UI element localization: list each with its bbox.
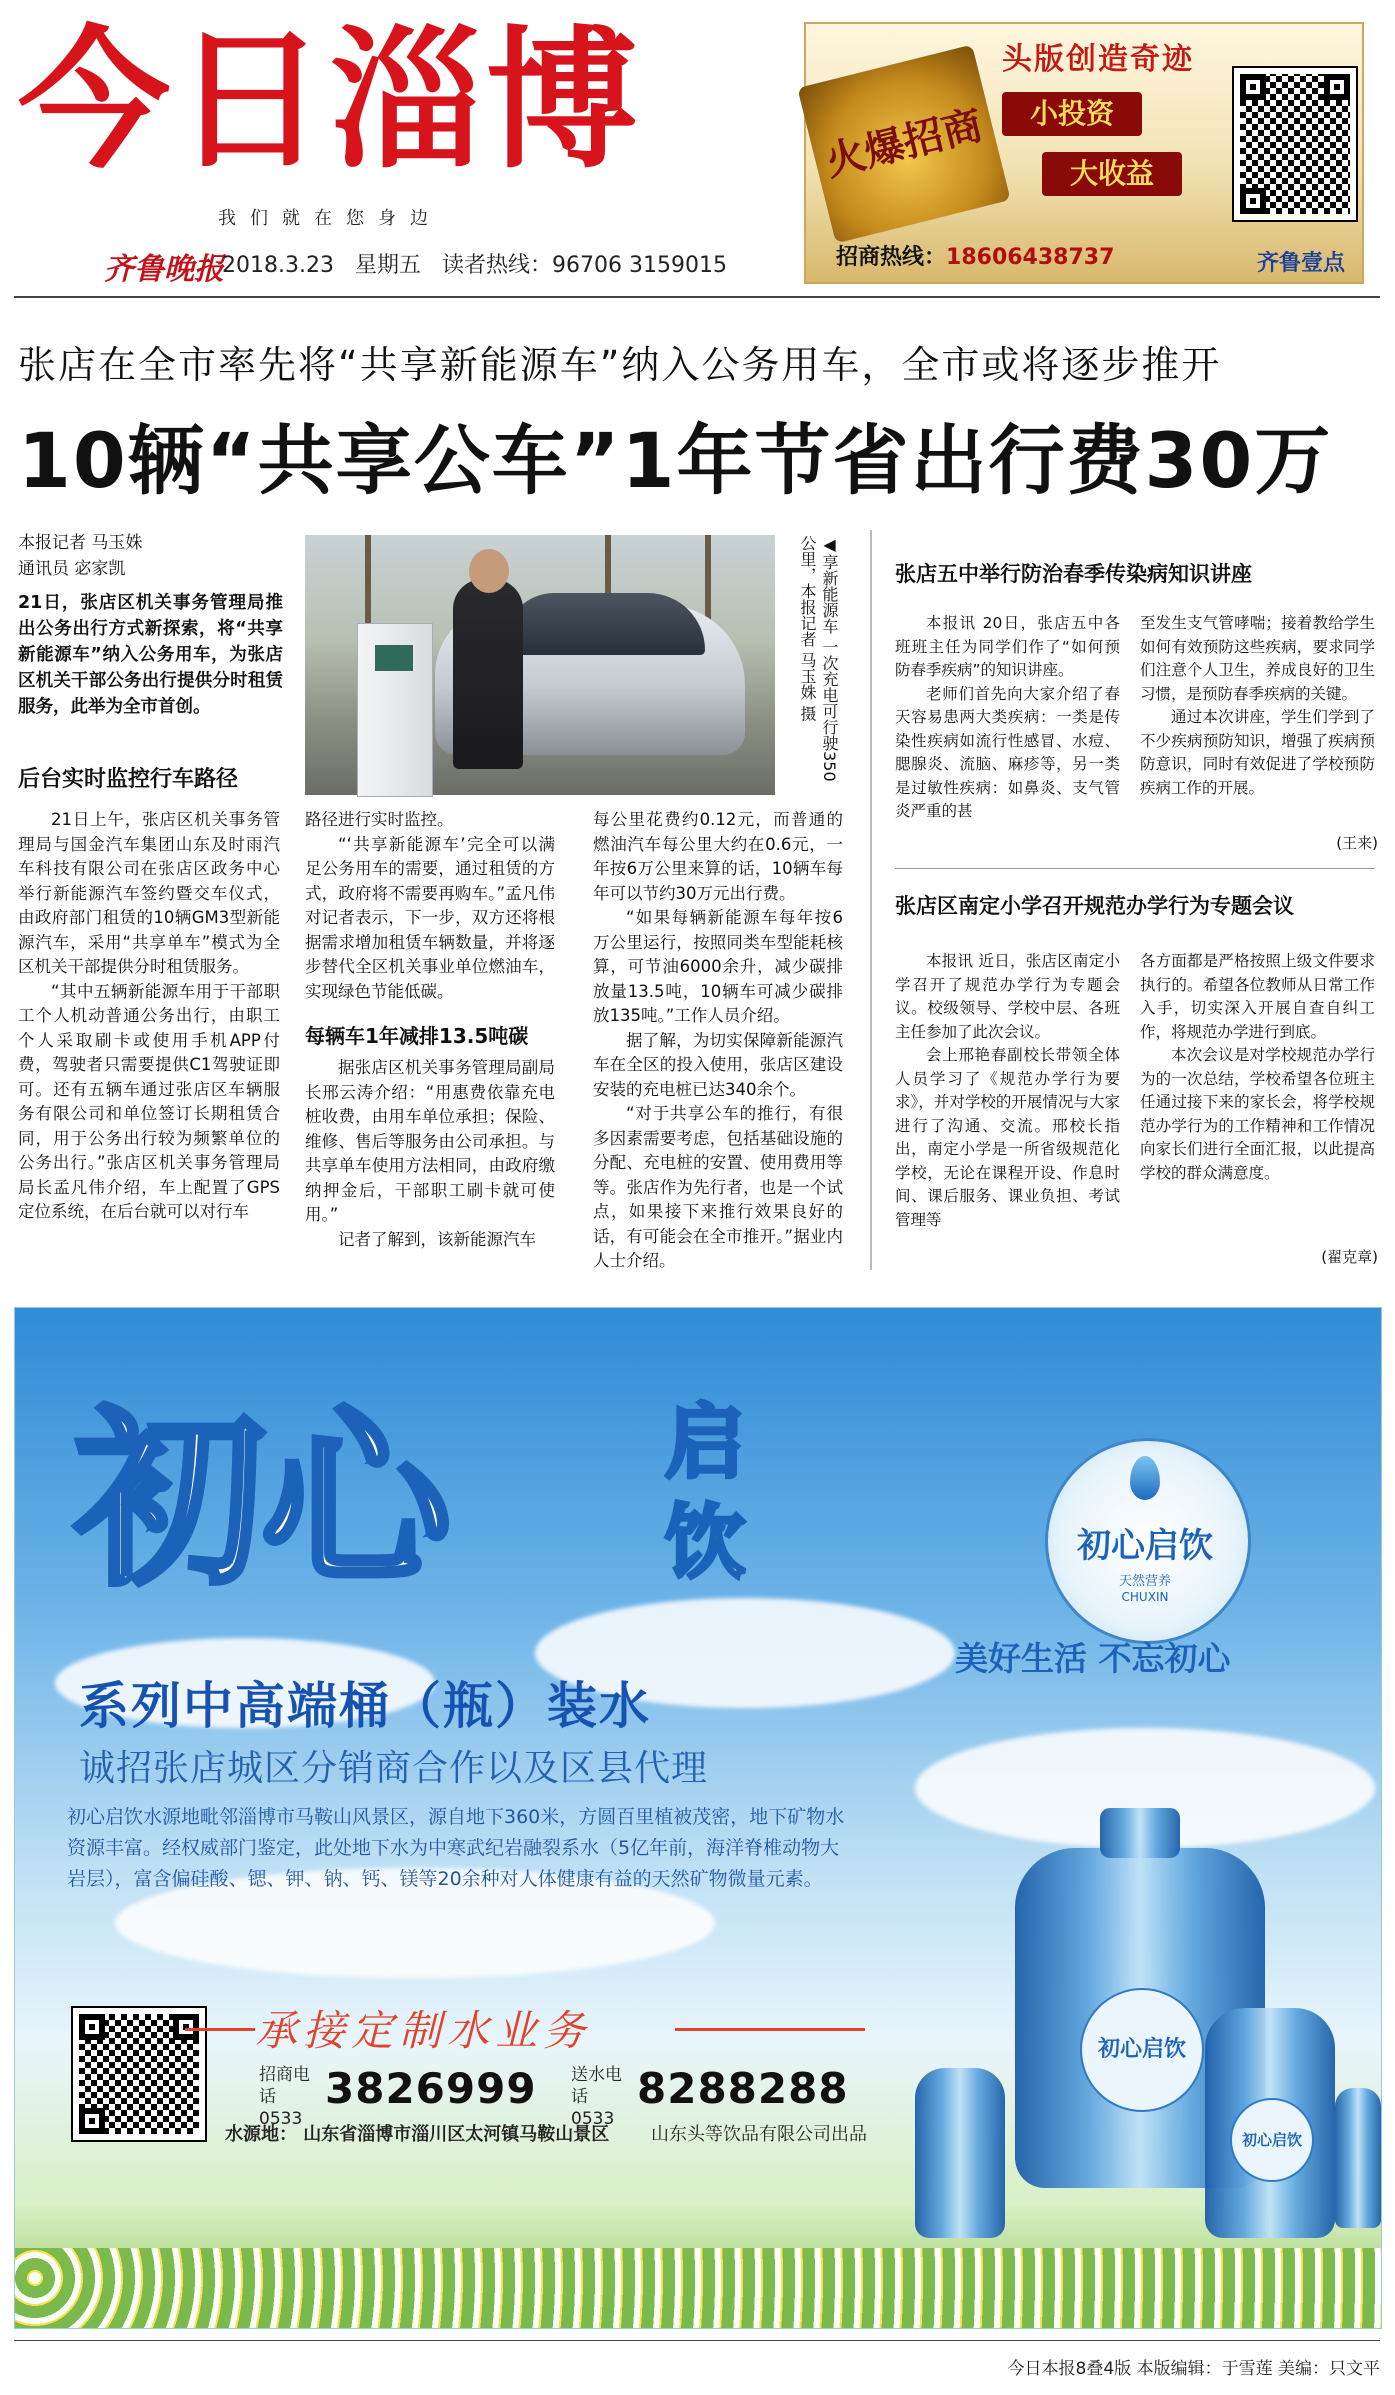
lead-photo: [305, 535, 775, 795]
paragraph: 本报讯 近日，张店区南定小学召开了规范办学行为专题会议。校级领导、学校中层、各班主任参加了此次会议。: [895, 952, 1120, 1041]
footer-credits: 今日本报8叠4版 本版编辑：于雪莲 美编：只文平: [1007, 2359, 1380, 2379]
section-heading-emission: 每辆车1年减排13.5吨碳: [305, 1024, 529, 1048]
story-divider: [895, 868, 1375, 869]
phone1-number[interactable]: 3826999: [325, 2064, 537, 2113]
story2-column-2: [1140, 612, 1375, 852]
story3-column-2: [1140, 950, 1375, 1250]
lead-column-2: [305, 808, 555, 1001]
story3-title: 张店区南定小学召开规范办学行为专题会议: [895, 894, 1294, 918]
qr-code-icon: [1234, 68, 1356, 220]
story2-title: 张店五中举行防治春季传染病知识讲座: [895, 562, 1252, 586]
ad-brand-small-2: 饮: [665, 1496, 745, 1589]
paragraph: 21日上午，张店区机关事务管理局与国金汽车集团山东及时雨汽车科技有限公司在张店区政务中心举行新能源汽车签约暨交车仪式，由政府部门租赁的10辆GM3型新能源汽车，采用“共享单车”模式为全区机关干部提供分时租赁服务。: [18, 810, 280, 976]
lead-subheadline: 张店在全市率先将“共享新能源车”纳入公务用车，全市或将逐步推开: [18, 343, 1222, 387]
issue-weekday: 星期五: [354, 253, 421, 278]
logo-text: 初心启饮: [1077, 1526, 1213, 1566]
column-divider: [870, 530, 872, 1270]
small-bottle-shape: [915, 2068, 1005, 2238]
ad-hotline: [836, 240, 1216, 271]
ad-hotline-label: 招商热线：: [836, 245, 947, 270]
phone2-number[interactable]: 8288288: [637, 2064, 849, 2113]
ad-badge: 火爆招商: [797, 45, 1010, 244]
paragraph: 会上邢艳春副校长带领全体人员学习了《规范办学行为要求》，并对学校的开展情况与大家进行了沟通、交流。邢校长指出，南定小学是一所省级规范化学校，无论在课程开设、作息时间、课后服务、课业负担、考试管理等: [895, 1046, 1120, 1229]
paragraph: 据了解，为切实保障新能源汽车在全区的投入使用，张店区建设安装的充电桩已达340余个。: [593, 1030, 843, 1099]
water-drop-icon: [1130, 1456, 1160, 1500]
paragraph: 路径进行实时监控。: [305, 810, 454, 829]
lead-paragraph: 21日，张店区机关事务管理局推出公务出行方式新探索，将“共享新能源车”纳入公务用车，为张店区机关干部公务出行提供分时租赁服务，此举为全市首创。: [18, 593, 283, 717]
masthead-title: 今日淄博: [18, 12, 642, 189]
paragraph: 本次会议是对学校规范办学行为的一次总结，学校希望各位班主任通过接下来的家长会，将学校规范办学行为的工作精神和工作情况向家长们进行全面汇报，以此提高学校的群众满意度。: [1140, 1046, 1375, 1182]
logo-english: CHUXIN: [1121, 1590, 1169, 1604]
bottle-cap-shape: [1100, 1808, 1180, 1858]
lead-headline: 10辆“共享公车”1年节省出行费30万: [18, 416, 1333, 505]
phone2-label: 送水电话: [571, 2065, 622, 2107]
ad-box-small-investment: 小投资: [1002, 92, 1142, 136]
reporter-name: 本报记者 马玉姝: [18, 533, 143, 553]
masthead-slogan: 我们就在您身边: [218, 208, 442, 229]
story3-signoff: (翟克章): [1321, 1248, 1378, 1266]
ad-headline: 系列中高端桶（瓶）装水: [79, 1677, 651, 1735]
water-source: 水源地： 山东省淄博市淄川区太河镇马鞍山景区: [225, 2124, 610, 2145]
service-rule-right: [675, 2028, 865, 2031]
paragraph: 老师们首先向大家介绍了春天容易患两大类疾病：一类是传染性疾病如流行性感冒、水痘、腮腺炎、流脑、麻疹等，另一类是过敏性疾病：如鼻炎、支气管炎严重的甚: [895, 684, 1120, 820]
masthead-divider: [14, 296, 1380, 298]
ad-box-big-return: 大收益: [1042, 152, 1182, 196]
paper-name: 齐鲁晚报: [104, 252, 224, 287]
bottle-label-medium: 初心启饮: [1230, 2098, 1314, 2182]
ad-brand: 齐鲁壹点: [1256, 251, 1345, 276]
phone1-label: 招商电话: [259, 2065, 310, 2107]
paragraph: 各方面都是严格按照上级文件要求执行的。希望各位教师从日常工作入手，切实深入开展自查自纠工作，将规范办学进行到底。: [1140, 952, 1375, 1041]
top-advertisement[interactable]: [804, 22, 1364, 284]
paragraph: “其中五辆新能源车用于干部职工个人机动普通公务出行，由职工个人采取刷卡或使用手机APP付费，驾驶者只需要提供C1驾驶证即可。还有五辆车通过张店区车辆服务有限公司和单位签订长期租赁合同，用于公务出行较为频繁单位的公务出行。”张店区机关事务管理局局长孟凡伟介绍，车上配置了GPS定位系统，在后台就可以对行车: [18, 981, 280, 1221]
logo-subtitle: 天然营养: [1118, 1574, 1171, 1589]
paragraph: 本报讯 20日，张店五中各班班主任为同学们作了“如何预防春季疾病”的知识讲座。: [895, 614, 1120, 679]
lead-column-3: [593, 808, 843, 1268]
ad-brand-small-1: 启: [665, 1396, 745, 1489]
paragraph: “‘共享新能源车’完全可以满足公务用车的需要，通过租赁的方式，政府将不需要再购车。”孟凡伟对记者表示，下一步，双方还将根据需求增加租赁车辆数量，并将逐步替代全区机关事业单位燃油车，实现绿色节能低碳。: [305, 834, 555, 1001]
ad-description: 初心启饮水源地毗邻淄博市马鞍山风景区，源自地下360米，方圆百里植被茂密，地下矿物水资源丰富。经权威部门鉴定，此处地下水为中寒武纪岩融裂系水（5亿年前，海洋脊椎动物大岩层），富含偏硅酸、锶、钾、钠、钙、镁等20余种对人体健康有益的天然矿物微量元素。: [67, 1806, 845, 1890]
dateline: [222, 248, 782, 279]
issue-date: 2018.3.23: [222, 253, 334, 278]
paragraph: 至发生支气管哮喘；接着教给学生如何有效预防这些疾病，要求同学们注意个人卫生，养成良好的卫生习惯，是预防春季疾病的关键。: [1140, 614, 1375, 703]
bottom-advertisement[interactable]: [14, 1307, 1382, 2329]
ad-service: 承接定制水业务: [255, 2006, 592, 2055]
paragraph: “对于共享公车的推行，有很多因素需要考虑，包括基础设施的分配、充电桩的安置、使用费用等等。张店作为先行者，也是一个试点，如果接下来推行效果良好的话，有可能会在全市推开。”据业内人士介绍。: [593, 1104, 843, 1270]
photo-caption: ◀享新能源车 一次充电可行驶350公里，本报记者 马玉姝 摄: [798, 535, 839, 782]
ad-tagline: 美好生活 不忘初心: [955, 1639, 1231, 1678]
ad-slogan: 头版创造奇迹: [1002, 42, 1194, 77]
section-heading-monitoring: 后台实时监控行车路径: [18, 767, 239, 792]
footer-divider: [14, 2340, 1380, 2341]
phone1-area: 0533: [259, 2109, 303, 2129]
story2-column-1: [895, 612, 1120, 852]
tiny-bottle-shape: [1335, 2088, 1381, 2228]
paragraph: 记者了解到，该新能源汽车: [338, 1229, 536, 1249]
ad-hotline-number: 18606438737: [946, 245, 1115, 270]
correspondent-name: 通讯员 宓家凯: [18, 559, 126, 579]
reader-hotline: 读者热线：96706 3159015: [441, 253, 727, 278]
phone2-area: 0533: [571, 2109, 615, 2129]
flower-meadow: [15, 2248, 1381, 2328]
lead-column-1: [18, 808, 280, 1268]
paragraph: 每公里花费约0.12元，而普通的燃油汽车每公里大约在0.6元，一年按6万公里来算的话，10辆车每年可以节约30万元出行费。: [593, 810, 843, 903]
ad-subheadline: 诚招张店城区分销商合作以及区县代理: [79, 1748, 709, 1789]
paragraph: 通过本次讲座，学生们学到了不少疾病预防知识，增强了疾病预防意识，同时有效促进了学校预防疾病工作的开展。: [1140, 708, 1375, 797]
story3-column-1: [895, 950, 1120, 1250]
lead-column-2b: [305, 1056, 555, 1268]
story2-signoff: (王来): [1336, 834, 1378, 852]
paragraph: “如果每辆新能源车每年按6万公里运行，按照同类车型能耗核算，可节油6000余升，减少碳排放量13.5吨，10辆车可减少碳排放135吨。”工作人员介绍。: [593, 908, 843, 1025]
ad-brand-big: 初心: [75, 1390, 448, 1611]
bottle-label-large: 初心启饮: [1080, 1988, 1204, 2112]
paragraph: 据张店区机关事务管理局副局长邢云涛介绍：“用惠费依靠充电桩收费，由用车单位承担；保险、维修、售后等服务由公司承担。与共享单车使用方法相同，由政府缴纳押金后，干部职工刷卡就可使用。”: [305, 1058, 555, 1224]
ad-maker: 山东头等饮品有限公司出品: [651, 2124, 867, 2145]
service-rule-left: [185, 2028, 255, 2031]
lead-byline: [18, 530, 278, 582]
